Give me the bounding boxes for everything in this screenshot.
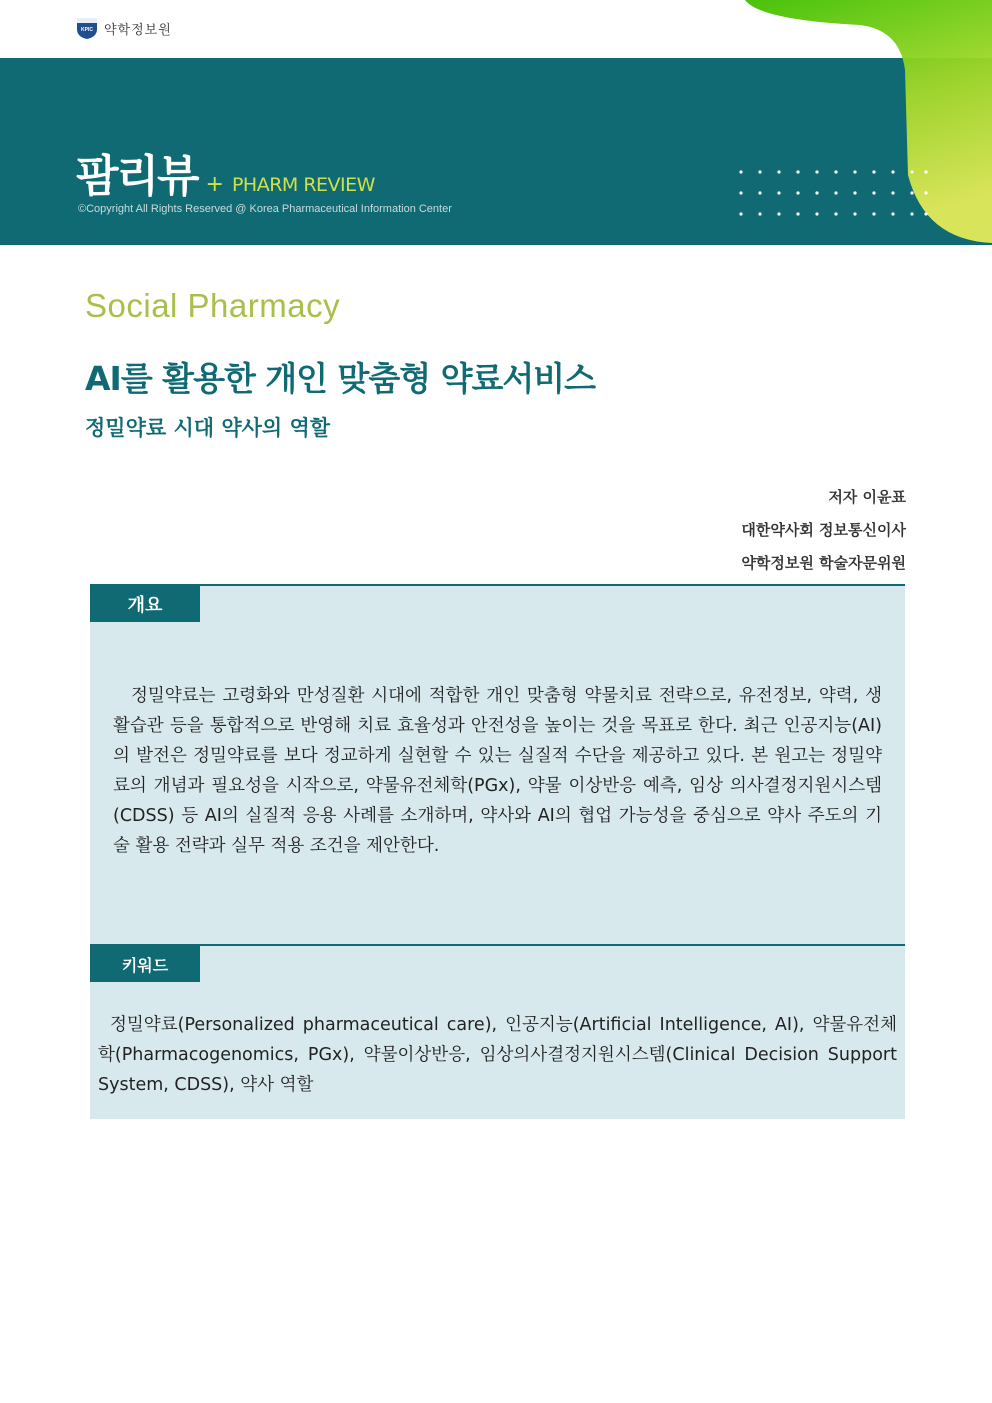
keywords-text: 정밀약료(Personalized pharmaceutical care), 인공지능(Artificial Intelligence, AI), 약물유전체학(Pharmacogenomics, PGx), 약물이상반응, 임상의사결정지원시스템(Clinical Decision Support System, CDSS), 약사 역할	[98, 1015, 897, 1095]
abstract-label: 개요	[90, 586, 200, 622]
org-name: 약학정보원	[104, 22, 172, 38]
article-subtitle: 정밀약료 시대 약사의 역할	[85, 416, 331, 440]
copyright-notice: ©Copyright All Rights Reserved @ Korea Pharmaceutical Information Center	[78, 203, 452, 215]
shield-logo-icon	[76, 16, 98, 40]
brand-title	[76, 140, 375, 204]
article-title: AI를 활용한 개인 맞춤형 약료서비스	[85, 359, 596, 398]
article-category: Social Pharmacy	[85, 287, 341, 324]
author-block	[741, 481, 906, 580]
abstract-box	[90, 584, 905, 944]
logo-text: KPIC	[81, 27, 93, 33]
brand-english: PHARM REVIEW	[231, 174, 375, 196]
org-logo	[76, 16, 172, 40]
author-affiliation-2: 약학정보원 학술자문위원	[741, 554, 906, 572]
brand-korean: 팜리뷰	[76, 151, 198, 202]
brand-plus: +	[205, 172, 224, 197]
author-affiliation-1: 대한약사회 정보통신이사	[741, 521, 906, 539]
author-name: 저자 이윤표	[828, 488, 906, 506]
keywords-box	[90, 944, 905, 1119]
keywords-label: 키워드	[90, 946, 200, 982]
abstract-text: 정밀약료는 고령화와 만성질환 시대에 적합한 개인 맞춤형 약물치료 전략으로, 유전정보, 약력, 생활습관 등을 통합적으로 반영해 치료 효율성과 안전성을 높이는 것을 목표로 한다. 최근 인공지능(AI)의 발전은 정밀약료를 보다 정교하게 실현할 수 있는 실질적 수단을 제공하고 있다. 본 원고는 정밀약료의 개념과 필요성을 시작으로, 약물유전체학(PGx), 약물 이상반응 예측, 임상 의사결정지원시스템(CDSS) 등 AI의 실질적 응용 사례를 소개하며, 약사와 AI의 협업 가능성을 중심으로 약사 주도의 기술 활용 전략과 실무 적용 조건을 제안한다.	[113, 686, 882, 856]
